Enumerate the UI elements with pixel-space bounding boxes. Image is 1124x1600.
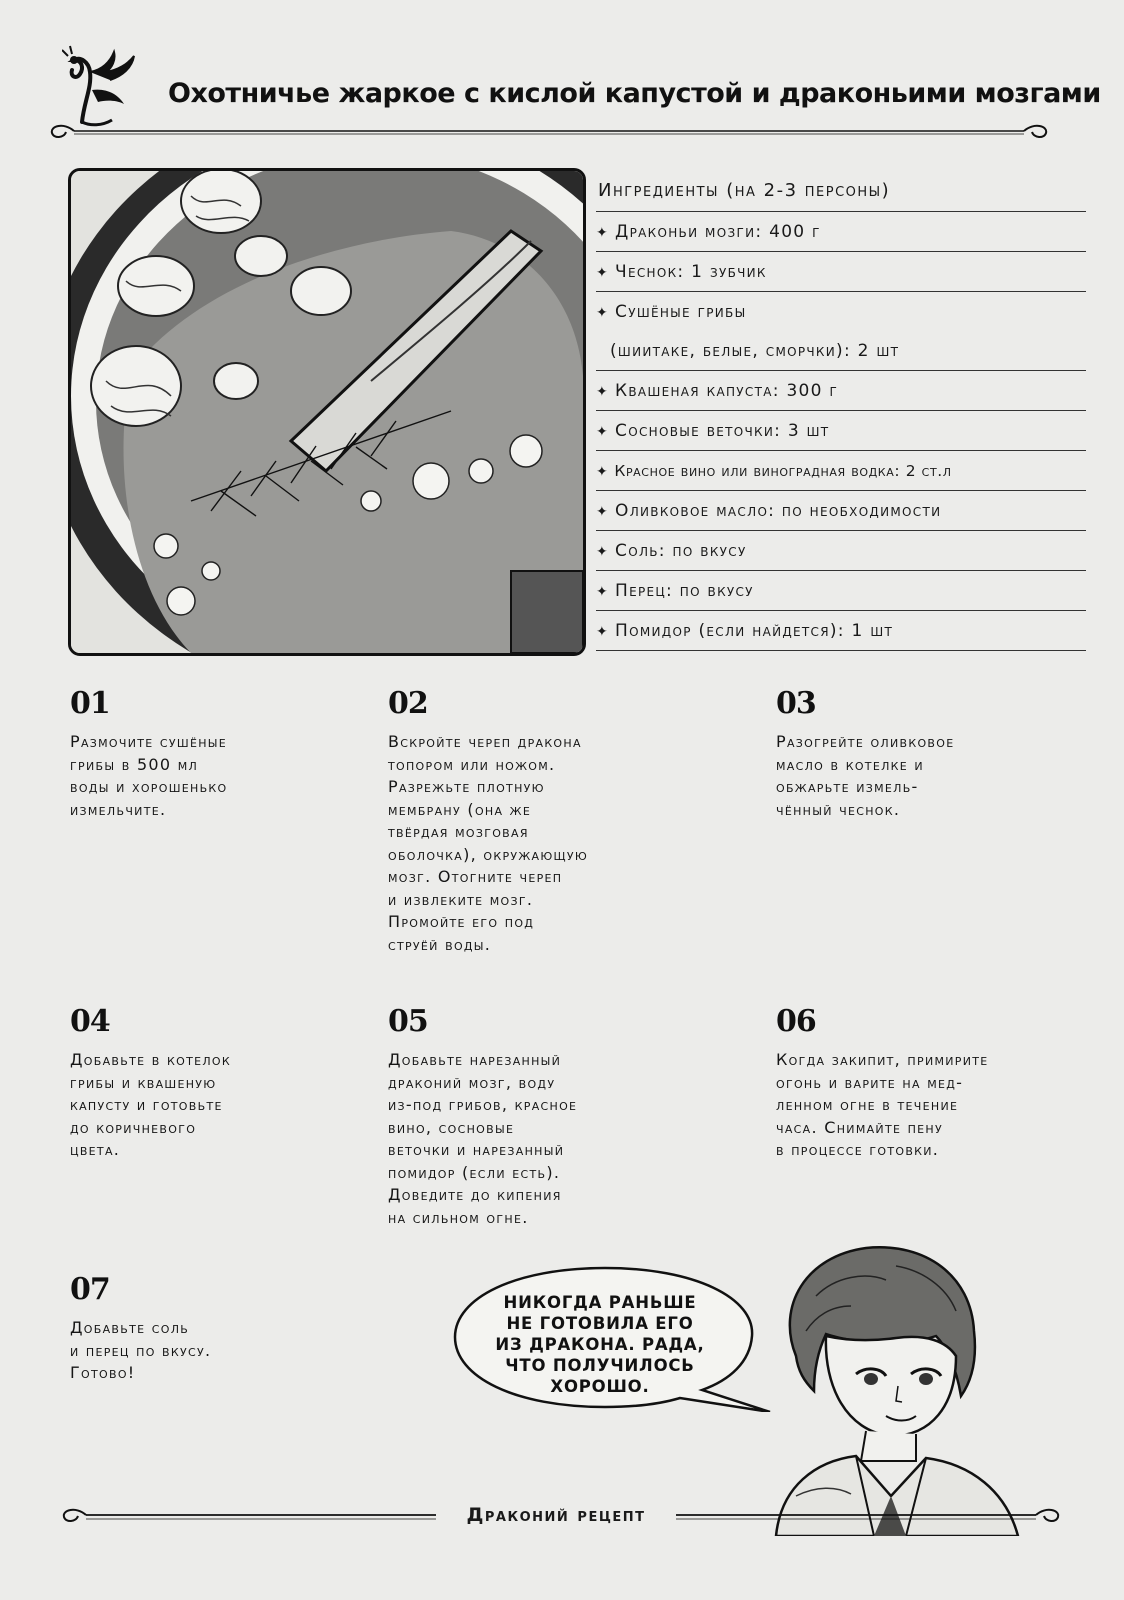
step-text: Добавьте нарезанный драконий мозг, воду из-под грибов, красное вино, сосновые веточки и нарезанный помидор (если есть). Доведите до кипения на сильном огне. — [388, 1050, 578, 1227]
ingredient-item: ✦ Чеснок: 1 зубчик — [596, 252, 1086, 292]
star-bullet-icon: ✦ — [596, 584, 610, 600]
step-number: 04 — [70, 1004, 110, 1039]
star-bullet-icon: ✦ — [596, 225, 610, 241]
speech-bubble-text: НИКОГДА РАНЬШЕ НЕ ГОТОВИЛА ЕГО ИЗ ДРАКОНА. РАДА, ЧТО ПОЛУЧИЛОСЬ ХОРОШО. — [495, 1293, 705, 1396]
ingredient-item: ✦ Квашеная капуста: 300 г — [596, 371, 1086, 411]
step-number: 01 — [70, 686, 110, 721]
step-text: Разогрейте оливковое масло в котелке и обжарьте измель- чённый чеснок. — [776, 732, 955, 819]
step-01 — [70, 686, 370, 821]
step-number: 03 — [776, 686, 816, 721]
step-number: 06 — [776, 1004, 816, 1039]
step-number: 07 — [70, 1272, 110, 1307]
ingredient-item: ✦ Драконьи мозги: 400 г — [596, 212, 1086, 252]
step-number: 05 — [388, 1004, 428, 1039]
ingredient-item: ✦ Сосновые веточки: 3 шт — [596, 411, 1086, 451]
ingredient-item: ✦ Соль: по вкусу — [596, 531, 1086, 571]
step-05 — [388, 1004, 688, 1229]
star-bullet-icon: ✦ — [596, 265, 610, 281]
star-bullet-icon: ✦ — [596, 464, 609, 480]
step-text: Добавьте соль и перец по вкусу. Готово! — [70, 1318, 212, 1382]
dragon-ornament-icon — [62, 42, 154, 132]
recipe-title: Охотничье жаркое с кислой капустой и драконьими мозгами — [168, 78, 1101, 109]
star-bullet-icon: ✦ — [596, 384, 610, 400]
ingredient-item: ✦ Сушёные грибы — [596, 302, 747, 322]
footer-label: Драконий рецепт — [436, 1500, 676, 1530]
step-number: 02 — [388, 686, 428, 721]
step-text: Размочите сушёные грибы в 500 мл воды и хорошенько измельчите. — [70, 732, 228, 819]
ingredient-item-continuation: (шиитаке, белые, сморчки): 2 шт — [596, 331, 1086, 371]
speech-bubble — [440, 1262, 790, 1412]
ingredient-item: ✦ Оливковое масло: по необходимости — [596, 491, 1086, 531]
step-03 — [776, 686, 1076, 821]
ingredient-item: ✦ Красное вино или виноградная водка: 2 ст.л — [596, 451, 1086, 491]
header-divider — [44, 120, 1054, 142]
step-text: Добавьте в котелок грибы и квашеную капусту и готовьте до коричневого цвета. — [70, 1050, 231, 1159]
star-bullet-icon: ✦ — [596, 504, 610, 520]
star-bullet-icon: ✦ — [596, 424, 610, 440]
star-bullet-icon: ✦ — [596, 305, 610, 321]
step-02 — [388, 686, 688, 956]
star-bullet-icon: ✦ — [596, 544, 610, 560]
step-06 — [776, 1004, 1076, 1162]
step-text: Когда закипит, примирите огонь и варите на мед- ленном огне в течение часа. Снимайте пену в процессе готовки. — [776, 1050, 989, 1159]
ingredient-item: ✦ Помидор (если найдется): 1 шт — [596, 611, 1086, 651]
girl-character-illustration — [756, 1236, 1026, 1536]
step-07 — [70, 1272, 370, 1385]
stew-illustration — [68, 168, 586, 656]
ingredient-item: ✦ Перец: по вкусу — [596, 571, 1086, 611]
star-bullet-icon: ✦ — [596, 624, 610, 640]
step-text: Вскройте череп дракона топором или ножом. Разрежьте плотную мембрану (она же твёрдая мозговая оболочка), окружающую мозг. Отогните череп и извлеките мозг. Промойте его под струёй воды. — [388, 732, 589, 954]
ingredients-list — [596, 174, 1086, 651]
step-04 — [70, 1004, 370, 1162]
ingredients-title: Ингредиенты (на 2-3 персоны) — [596, 174, 1086, 212]
